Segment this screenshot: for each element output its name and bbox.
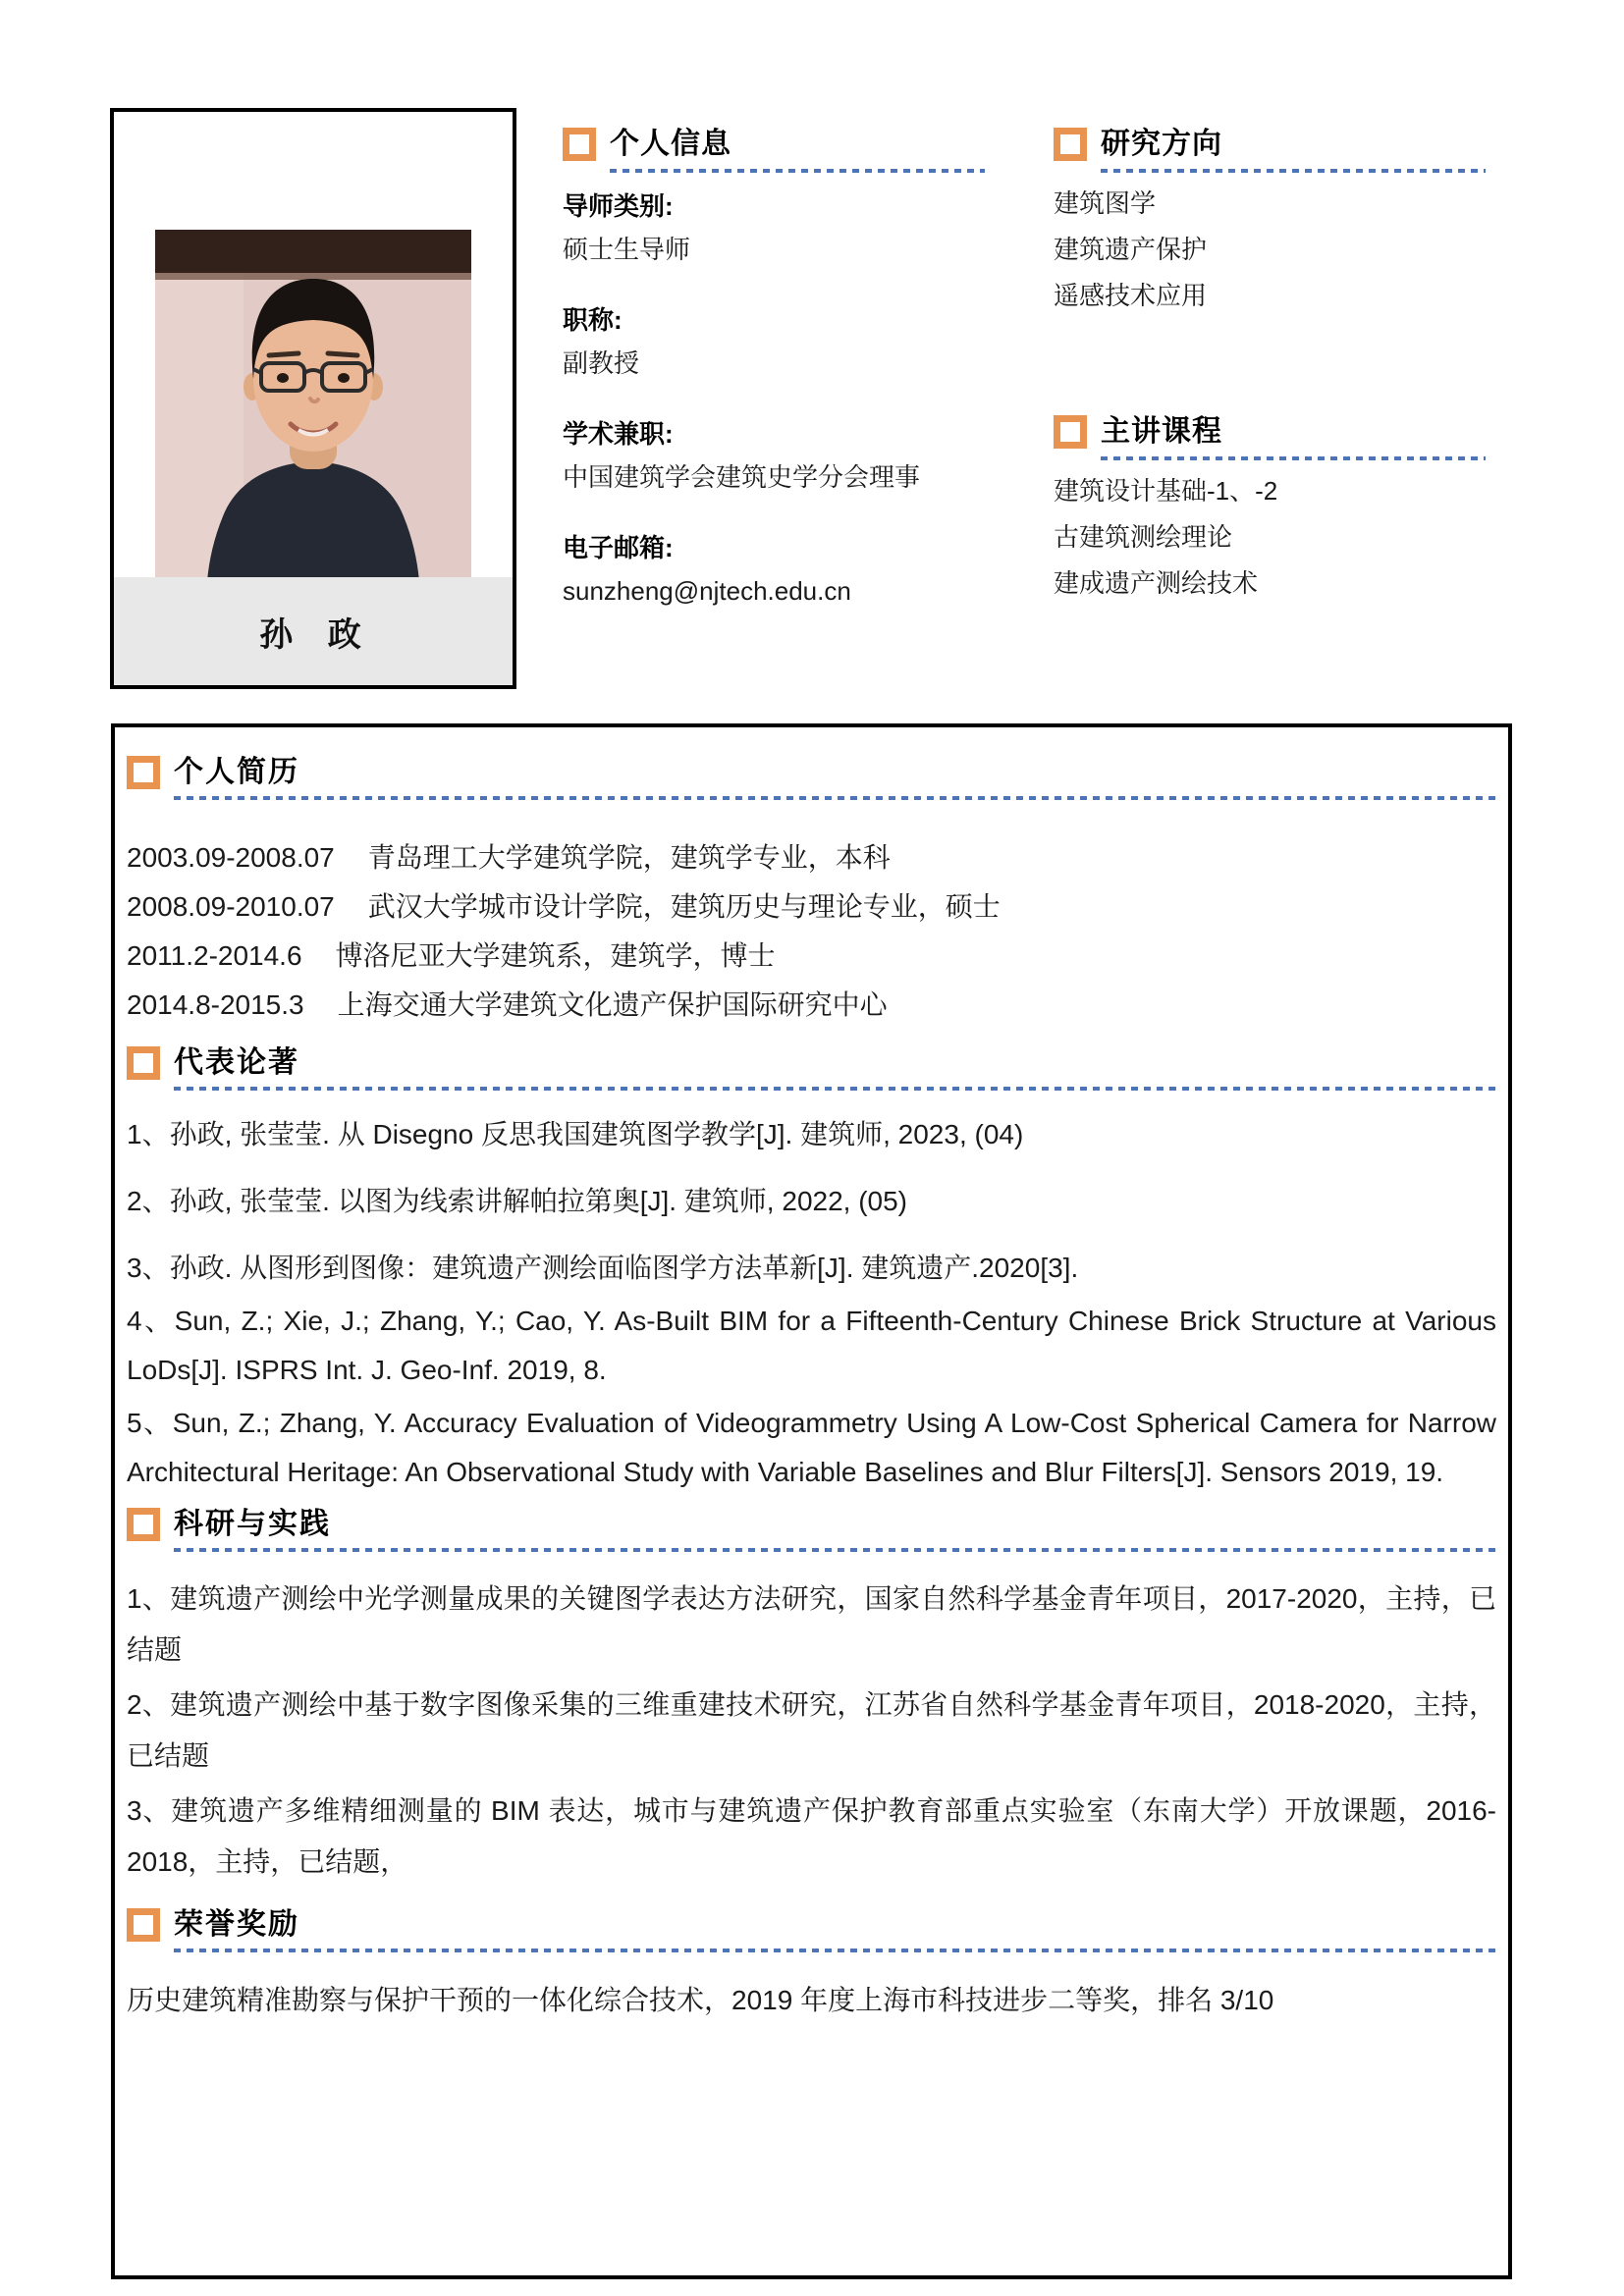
field-value: 硕士生导师 [563,235,691,264]
section-marker-icon [127,756,160,789]
dashed-underline [174,1949,1496,1952]
section-marker-icon [127,1046,160,1080]
publications-heading [127,1045,1496,1091]
resume-text: 上海交通大学建筑文化遗产保护国际研究中心 [337,989,888,1020]
list-item: 古建筑测绘理论 [1054,522,1233,552]
field-academic-posts [563,412,985,499]
section-marker-icon [127,1908,160,1942]
section-marker-icon [1054,128,1087,161]
field-label: 导师类别: [563,191,674,221]
projects-heading [127,1507,1496,1552]
resume-date: 2011.2-2014.6 [127,940,302,971]
section-title: 荣誉奖励 [174,1908,299,1941]
section-title: 代表论著 [174,1046,299,1079]
resume-date: 2008.09-2010.07 [127,891,335,922]
publication-item: 4、Sun, Z.; Xie, J.; Zhang, Y.; Cao, Y. As-Built BIM for a Fifteenth-Century Chinese Brick Structure at Various LoDs[J]. ISPRS Int. J. Geo-Inf. 2019, 8. [127,1306,1496,1385]
courses-section [1054,413,1486,607]
projects-list [127,1574,1496,1888]
resume-heading [127,755,1496,800]
resume-entry [127,932,1496,981]
dashed-underline [174,1087,1496,1091]
portrait-illustration [155,230,471,581]
portrait-photo [155,230,471,581]
field-job-title [563,298,985,385]
project-item: 1、建筑遗产测绘中光学测量成果的关键图学表达方法研究，国家自然科学基金青年项目，2017-2020，主持，已结题 [127,1583,1496,1665]
field-value: 副教授 [563,348,640,378]
honors-heading [127,1907,1496,1952]
section-marker-icon [127,1508,160,1541]
personal-info-section [563,126,985,640]
resume-date: 2003.09-2008.07 [127,842,335,873]
list-item: 建筑设计基础-1、-2 [1054,476,1278,506]
honors-list [127,1976,1496,2025]
section-title: 个人信息 [610,128,731,160]
dashed-underline [174,1548,1496,1552]
research-section [1054,126,1486,319]
resume-entry [127,882,1496,932]
resume-entry [127,833,1496,882]
personal-info-fields [563,185,985,613]
dashed-underline [610,169,985,173]
field-label: 职称: [563,305,623,335]
section-marker-icon [1054,415,1087,449]
courses-heading [1054,413,1486,460]
field-label: 电子邮箱: [563,533,674,562]
honor-item: 历史建筑精准勘察与保护干预的一体化综合技术，2019 年度上海市科技进步二等奖，排名 3/10 [127,1985,1274,2015]
section-title: 主讲课程 [1101,415,1222,448]
field-email [563,526,985,613]
resume-text: 青岛理工大学建筑学院，建筑学专业，本科 [367,842,891,873]
resume-text: 博洛尼亚大学建筑系，建筑学，博士 [335,940,776,971]
list-item: 遥感技术应用 [1054,281,1208,310]
section-title: 个人简历 [174,756,299,788]
list-item: 建成遗产测绘技术 [1054,568,1259,598]
section-title: 科研与实践 [174,1508,331,1540]
resume-entry [127,981,1496,1030]
list-item: 建筑遗产保护 [1054,235,1208,264]
publication-item: 5、Sun, Z.; Zhang, Y. Accuracy Evaluation of Videogrammetry Using A Low-Cost Spherical Camera for Narrow Architectural Heritage: An Observational Study with Variable Baselines and Blur Filters[J]. Sensors 2019, 19. [127,1408,1496,1487]
field-mentor-type [563,185,985,271]
dashed-underline [1101,456,1486,460]
publication-item: 2、孙政, 张莹莹. 以图为线索讲解帕拉第奥[J]. 建筑师, 2022, (05) [127,1186,908,1216]
field-value: 中国建筑学会建筑史学分会理事 [563,462,921,492]
courses-list [1054,468,1486,607]
resume-list [127,833,1496,1030]
project-item: 2、建筑遗产测绘中基于数字图像采集的三维重建技术研究，江苏省自然科学基金青年项目，2018-2020，主持，已结题 [127,1689,1496,1771]
section-marker-icon [563,128,596,161]
dashed-underline [1101,169,1486,173]
research-heading [1054,126,1486,173]
project-item: 3、建筑遗产多维精细测量的 BIM 表达，城市与建筑遗产保护教育部重点实验室（东南大学）开放课题，2016-2018，主持，已结题， [127,1795,1496,1877]
research-list [1054,181,1486,319]
person-name: 孙 政 [114,577,513,685]
resume-text: 武汉大学城市设计学院，建筑历史与理论专业，硕士 [367,891,1001,922]
resume-date: 2014.8-2015.3 [127,989,304,1020]
detail-box [111,723,1512,2279]
list-item: 建筑图学 [1054,188,1157,218]
dashed-underline [174,796,1496,800]
field-label: 学术兼职: [563,419,674,449]
publication-item: 1、孙政, 张莹莹. 从 Disegno 反思我国建筑图学教学[J]. 建筑师, 2023, (04) [127,1119,1024,1149]
section-title: 研究方向 [1101,128,1222,160]
profile-card [110,108,516,689]
right-column [1054,126,1486,607]
personal-info-heading [563,126,985,173]
publication-item: 3、孙政. 从图形到图像：建筑遗产测绘面临图学方法革新[J]. 建筑遗产.2020[3]. [127,1253,1079,1283]
email-value: sunzheng@njtech.edu.cn [563,576,851,606]
publications-list [127,1110,1496,1497]
